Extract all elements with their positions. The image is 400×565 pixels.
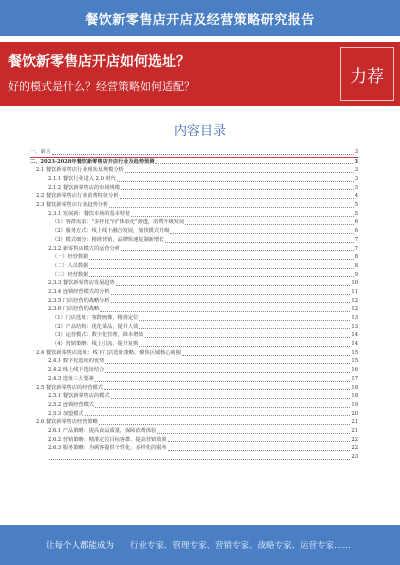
- toc-entry-label: （2）服务方式：线上线下融合发展，加快模式升级: [52, 228, 170, 235]
- toc-entry-label: 二、2023-2028年餐饮新零售店开店行业及趋势预测: [30, 158, 155, 165]
- toc-entry[interactable]: [30, 210, 358, 219]
- toc-leader-dots: [111, 301, 351, 303]
- toc-leader-dots: [89, 267, 353, 269]
- toc-entry-page: 7: [354, 236, 358, 243]
- toc-leader-dots: [49, 458, 350, 460]
- toc-entry-page: 18: [351, 393, 358, 400]
- toc-entry-label: 2.3.5 门店经营的战略分析: [48, 297, 110, 304]
- toc-entry-label: 2.3.6 门店经营的战略: [48, 306, 100, 313]
- toc-leader-dots: [131, 215, 353, 217]
- toc-leader-dots: [182, 354, 351, 356]
- toc-entry[interactable]: [30, 418, 358, 427]
- toc-entry-page: 18: [351, 384, 358, 391]
- toc-entry-page: 21: [351, 427, 358, 434]
- toc-entry-page: 4: [354, 193, 358, 200]
- toc-leader-dots: [111, 397, 351, 399]
- toc-entry-label: 2.1.2 餐饮新零售店的市场规模: [48, 184, 120, 191]
- toc-entry[interactable]: [30, 366, 358, 375]
- toc-entry-label: 2.6.2 营销策略：精准定位目标客群，提高营销效果: [48, 436, 167, 443]
- toc-entry[interactable]: [30, 279, 358, 288]
- toc-entry-label: （1）门店选址：客群画像，精准定位: [52, 315, 139, 322]
- toc-entry-label: （3）模式细分：精准营销，品牌快速复制新增长: [52, 236, 165, 243]
- toc-entry-page: 3: [354, 148, 358, 155]
- toc-list: [30, 148, 358, 520]
- toc-entry[interactable]: [30, 349, 358, 358]
- toc-entry[interactable]: [30, 262, 358, 271]
- toc-entry[interactable]: [30, 288, 358, 297]
- toc-entry[interactable]: [30, 271, 358, 280]
- toc-leader-dots: [109, 206, 354, 208]
- toc-entry-label: 2.2 餐饮新零售店行业消费特征分析: [36, 193, 119, 200]
- toc-entry-page: 12: [351, 297, 358, 304]
- toc-entry-page: 11: [351, 288, 358, 295]
- toc-leader-dots: [121, 188, 354, 190]
- toc-leader-dots: [104, 388, 350, 390]
- toc-entry-label: 2.6 餐饮新零售店经营策略: [36, 419, 98, 426]
- toc-entry[interactable]: [30, 297, 358, 306]
- toc-entry[interactable]: [30, 410, 358, 419]
- toc-entry[interactable]: [30, 401, 358, 410]
- toc-leader-dots: [85, 414, 351, 416]
- toc-entry[interactable]: [30, 305, 358, 314]
- toc-entry-page: 6: [354, 219, 358, 226]
- toc-entry[interactable]: [30, 358, 358, 367]
- toc-entry[interactable]: [30, 219, 358, 228]
- toc-entry-label: 2.3.1 发展新：餐饮市场的基本特征: [48, 210, 131, 217]
- toc-leader-dots: [155, 162, 353, 164]
- toc-leader-dots: [95, 380, 350, 382]
- toc-entry[interactable]: [30, 436, 358, 445]
- toc-entry-label: 2.4 餐饮新零售店选址：线下门店选址策略，聚焦区域核心商圈: [36, 349, 181, 356]
- toc-leader-dots: [139, 319, 350, 321]
- toc-entry-page: 8: [354, 262, 358, 269]
- toc-entry-page: 19: [351, 401, 358, 408]
- toc-entry[interactable]: [30, 331, 358, 340]
- toc-leader-dots: [52, 153, 354, 155]
- toc-entry-label: 2.4.3 选址三大要素: [48, 375, 94, 382]
- toc-entry-label: 2.5.2 连锁经营模式: [48, 401, 94, 408]
- toc-entry-page: 14: [351, 341, 358, 348]
- toc-entry-label: 2.4.1 数字化选址的优势: [48, 358, 105, 365]
- toc-entry-label: 2.3.3 餐饮新零售店发展趋势: [48, 280, 115, 287]
- toc-entry-label: 2.1.1 餐饮行业进入 2.0 时代: [48, 176, 116, 183]
- toc-entry-page: 20: [351, 410, 358, 417]
- toc-entry[interactable]: [30, 314, 358, 323]
- toc-leader-dots: [125, 171, 354, 173]
- toc-entry-page: 21: [351, 419, 358, 426]
- toc-entry[interactable]: [30, 392, 358, 401]
- toc-entry-label: 2.5.1 餐饮新零售店的模式: [48, 393, 110, 400]
- toc-entry-label: 2.1 餐饮新零售店行业现状及规模分析: [36, 167, 124, 174]
- toc-entry[interactable]: [30, 201, 358, 210]
- footer-bar: [0, 525, 400, 565]
- toc-entry-page: 3: [354, 184, 358, 191]
- toc-entry[interactable]: [30, 175, 358, 184]
- toc-entry[interactable]: [30, 184, 358, 193]
- toc-entry-label: （1）客群需求："多样化"向"体验化"渗透，消费升级发展: [52, 219, 185, 226]
- hero-subtitle: 好的模式是什么？经营策略如何适配？: [8, 80, 195, 93]
- toc-entry[interactable]: [30, 253, 358, 262]
- toc-leader-dots: [116, 284, 351, 286]
- toc-leader-dots: [99, 423, 351, 425]
- toc-entry[interactable]: [30, 245, 358, 254]
- toc-leader-dots: [89, 275, 353, 277]
- toc-entry-label: 2.3 餐饮新零售店行业趋势分析: [36, 202, 109, 209]
- toc-entry-page: 15: [351, 349, 358, 356]
- toc-leader-dots: [121, 249, 354, 251]
- toc-entry-label: 2.3.4 连锁经营模式的分析: [48, 288, 110, 295]
- toc-entry-label: 2.6.3 服务策略：为顾客提供个性化、多样化的服务: [48, 445, 167, 452]
- toc-entry[interactable]: [30, 323, 358, 332]
- toc-entry-page: 5: [354, 210, 358, 217]
- toc-entry-label: （三）经营数据: [52, 271, 89, 278]
- toc-leader-dots: [120, 197, 354, 199]
- toc-leader-dots: [170, 232, 353, 234]
- toc-entry[interactable]: [30, 227, 358, 236]
- toc-leader-dots: [95, 406, 350, 408]
- toc-leader-dots: [185, 223, 354, 225]
- toc-entry-page: 10: [351, 280, 358, 287]
- toc-leader-dots: [100, 310, 350, 312]
- toc-entry-label: 2.6.1 产品策略：提高食品质量，保障消费体验: [48, 427, 157, 434]
- toc-leader-dots: [165, 241, 353, 243]
- toc-leader-dots: [111, 293, 351, 295]
- footer-slogan: 让每个人都能成为: [46, 541, 115, 551]
- toc-entry-page: 9: [354, 271, 358, 278]
- toc-entry-label: 2.5 餐饮新零售店的经营模式: [36, 384, 103, 391]
- toc-entry-page: 3: [354, 167, 358, 174]
- toc-entry-label: 2.3.2 新零售店模式的运营分析: [48, 245, 120, 252]
- toc-entry-page: 22: [351, 436, 358, 443]
- toc-entry[interactable]: [30, 453, 358, 462]
- recommend-badge: 力荐: [340, 47, 394, 101]
- toc-entry[interactable]: [30, 158, 358, 167]
- toc-entry-label: （2）产品结构：优化菜品，提升人效: [52, 323, 139, 330]
- toc-entry-page: 15: [351, 358, 358, 365]
- hero-banner: [0, 42, 400, 106]
- toc-entry-page: 12: [351, 306, 358, 313]
- toc-entry[interactable]: [30, 166, 358, 175]
- toc-entry-label: （一）经营数据: [52, 254, 89, 261]
- toc-entry-page: 8: [354, 254, 358, 261]
- toc-entry-page: 6: [354, 228, 358, 235]
- toc-entry-page: 16: [351, 367, 358, 374]
- toc-entry[interactable]: [30, 340, 358, 349]
- toc-entry-page: 3: [354, 176, 358, 183]
- toc-entry-label: （二）人员数据: [52, 262, 89, 269]
- toc-leader-dots: [139, 345, 350, 347]
- toc-entry[interactable]: [30, 192, 358, 201]
- toc-entry-page: 13: [351, 323, 358, 330]
- footer-roles: 行业专家、管理专家、营销专家、战略专家、运营专家……: [130, 541, 352, 551]
- toc-entry-page: 22: [351, 445, 358, 452]
- toc-entry-label: 2.5.3 加盟模式: [48, 410, 84, 417]
- toc-leader-dots: [117, 180, 354, 182]
- toc-leader-dots: [168, 440, 351, 442]
- toc-leader-dots: [105, 362, 350, 364]
- toc-entry-label: （4）营销策略：线上引流，提升复购: [52, 341, 139, 348]
- toc-leader-dots: [89, 258, 353, 260]
- toc-entry[interactable]: [30, 148, 358, 158]
- toc-entry-page: 13: [351, 315, 358, 322]
- toc-entry[interactable]: [30, 384, 358, 393]
- toc-entry-page: 3: [354, 158, 358, 165]
- toc-entry[interactable]: [30, 444, 358, 453]
- toc-entry-label: （3）运营模式：数字化管理，降本增效: [52, 332, 144, 339]
- toc-entry-label: 一、前言: [30, 148, 51, 155]
- toc-leader-dots: [157, 432, 350, 434]
- toc-entry-page: 5: [354, 202, 358, 209]
- toc-entry[interactable]: [30, 236, 358, 245]
- toc-entry-page: 14: [351, 332, 358, 339]
- toc-entry-label: 2.4.2 线上线下选址结合: [48, 367, 105, 374]
- report-header-title: 餐饮新零售店开店及经营策略研究报告: [85, 12, 315, 28]
- toc-leader-dots: [168, 449, 351, 451]
- toc-leader-dots: [105, 371, 350, 373]
- toc-entry[interactable]: [30, 427, 358, 436]
- hero-title: 餐饮新零售店开店如何选址？: [8, 54, 190, 70]
- toc-entry-page: 23: [351, 454, 358, 461]
- report-header-bar: [0, 0, 400, 36]
- toc-leader-dots: [139, 327, 350, 329]
- toc-title: 内容目录: [173, 124, 226, 139]
- toc-entry-page: 17: [351, 375, 358, 382]
- toc-entry-page: 7: [354, 245, 358, 252]
- toc-entry[interactable]: [30, 375, 358, 384]
- toc-leader-dots: [145, 336, 351, 338]
